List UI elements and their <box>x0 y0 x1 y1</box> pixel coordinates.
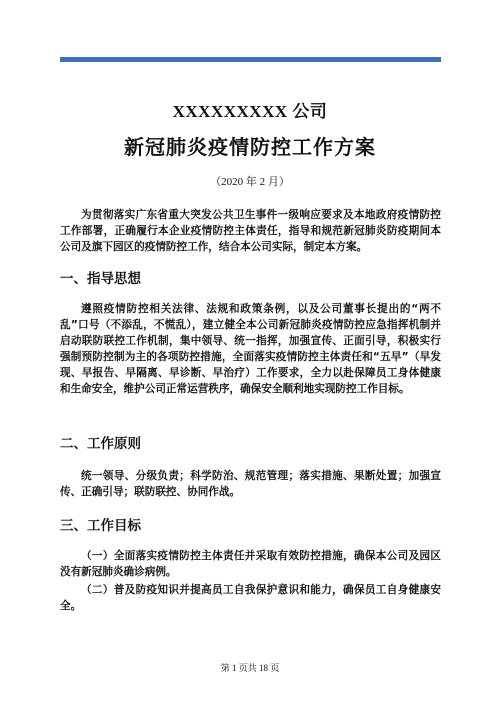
section-heading-work-goals: 三、工作目标 <box>60 518 141 534</box>
company-name: XXXXXXXXX 公司 <box>172 102 328 121</box>
work-principles-paragraph: 统一领导、分级负责；科学防治、规范管理；落实措施、果断处置；加强宣传、正确引导；联防联控、协同作战。 <box>60 470 441 498</box>
page-footer: 第 1 页共 18 页 <box>220 663 280 673</box>
work-goal-item-1: （一）全面落实疫情防控主体责任并采取有效防控措施，确保本公司及园区没有新冠肺炎确诊病例。 <box>60 550 441 578</box>
section-heading-guiding-ideology: 一、指导思想 <box>60 271 141 287</box>
section-heading-work-principles: 二、工作原则 <box>60 436 141 452</box>
guiding-ideology-paragraph: 遵照疫情防控相关法律、法规和政策条例，以及公司董事长提出的“两不乱”口号（不添乱，不慌乱），建立健全本公司新冠肺炎疫情防控应急指挥机制并启动联防联控工作机制，集中领导、统一指挥，加强宣传、正面引导，积极实行强制预防控制为主的各项防控措施，全面落实疫情防控主体责任和“五早”（早发现、早报告、早隔离、早诊断、早治疗）工作要求，全力以赴保障员工身体健康和生命安全，维护公司正常运营秩序，确保安全顺利地实现防控工作目标。 <box>60 303 441 395</box>
document-title: 新冠肺炎疫情防控工作方案 <box>124 135 376 159</box>
header-bar <box>60 57 441 62</box>
document-date: （2020 年 2 月） <box>210 176 290 188</box>
intro-paragraph: 为贯彻落实广东省重大突发公共卫生事件一级响应要求及本地政府疫情防控工作部署，正确履行本企业疫情防控主体责任，指导和规范新冠肺炎防疫期间本公司及旗下园区的疫情防控工作，结合本公司实际，制定本方案。 <box>60 209 441 253</box>
work-goal-item-2: （二）普及防疫知识并提高员工自我保护意识和能力，确保员工自身健康安全。 <box>60 584 441 612</box>
